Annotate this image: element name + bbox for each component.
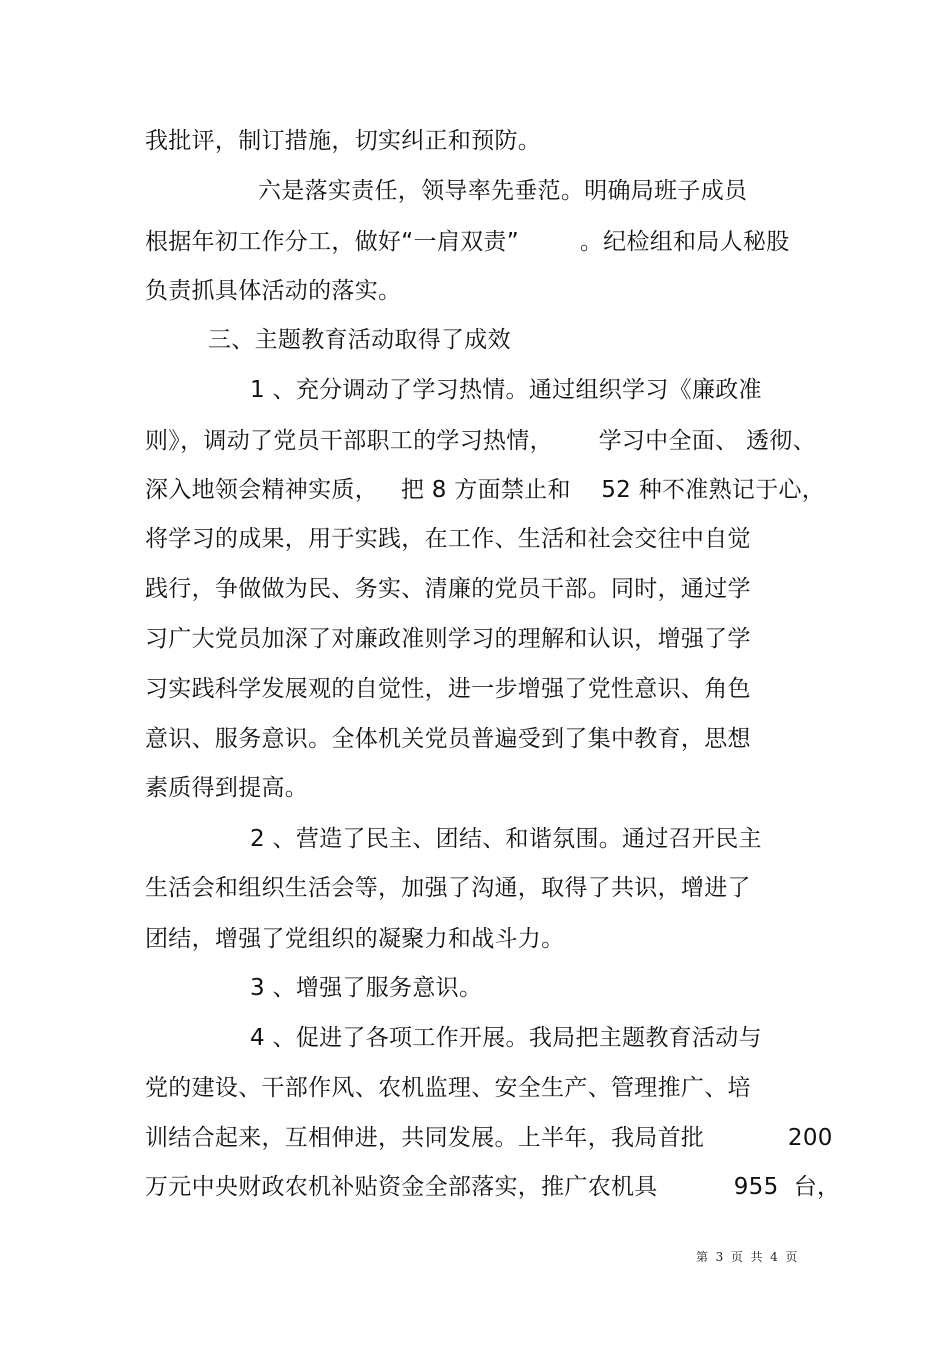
text-line-17: 团结，增强了党组织的凝聚力和战斗力。 (145, 926, 565, 952)
text-line-9: 将学习的成果，用于实践，在工作、生活和社会交往中自觉 (145, 526, 751, 552)
text-line-19: 4 、促进了各项工作开展。我局把主题教育活动与 (250, 1025, 762, 1051)
text-line-7: 则》，调动了党员干部职工的学习热情， 学习中全面、 透彻、 (145, 428, 816, 454)
text-line-14: 素质得到提高。 (145, 775, 309, 801)
text-line-1: 我批评，制订措施，切实纠正和预防。 (145, 128, 542, 154)
text-line-16: 生活会和组织生活会等，加强了沟通，取得了共识，增进了 (145, 875, 751, 901)
text-line-22: 万元中央财政农机补贴资金全部落实，推广农机具 955 台， (145, 1174, 841, 1200)
text-line-15: 2 、营造了民主、团结、和谐氛围。通过召开民主 (250, 826, 762, 852)
text-line-3: 根据年初工作分工，做好“一肩双责” 。纪检组和局人秘股 (145, 229, 790, 255)
text-line-10: 践行，争做做为民、务实、清廉的党员干部。同时，通过学 (145, 576, 751, 602)
text-line-20: 党的建设、干部作风、农机监理、安全生产、管理推广、培 (145, 1075, 751, 1101)
text-line-21: 训结合起来，互相伸进，共同发展。上半年，我局首批 200 (145, 1125, 833, 1151)
text-line-13: 意识、服务意识。全体机关党员普遍受到了集中教育，思想 (145, 726, 751, 752)
section-heading: 三、主题教育活动取得了成效 (208, 327, 511, 353)
text-line-8: 深入地领会精神实质， 把 8 方面禁止和 52 种不准熟记于心， (145, 477, 826, 503)
text-line-11: 习广大党员加深了对廉政准则学习的理解和认识，增强了学 (145, 626, 751, 652)
text-line-2: 六是落实责任，领导率先垂范。明确局班子成员 (258, 178, 748, 204)
page-number-footer: 第 3 页 共 4 页 (696, 1250, 798, 1264)
text-line-18: 3 、增强了服务意识。 (250, 975, 483, 1001)
text-line-12: 习实践科学发展观的自觉性，进一步增强了党性意识、角色 (145, 676, 751, 702)
text-line-6: 1 、充分调动了学习热情。通过组织学习《廉政准 (250, 377, 762, 403)
text-line-4: 负责抓具体活动的落实。 (145, 278, 402, 304)
